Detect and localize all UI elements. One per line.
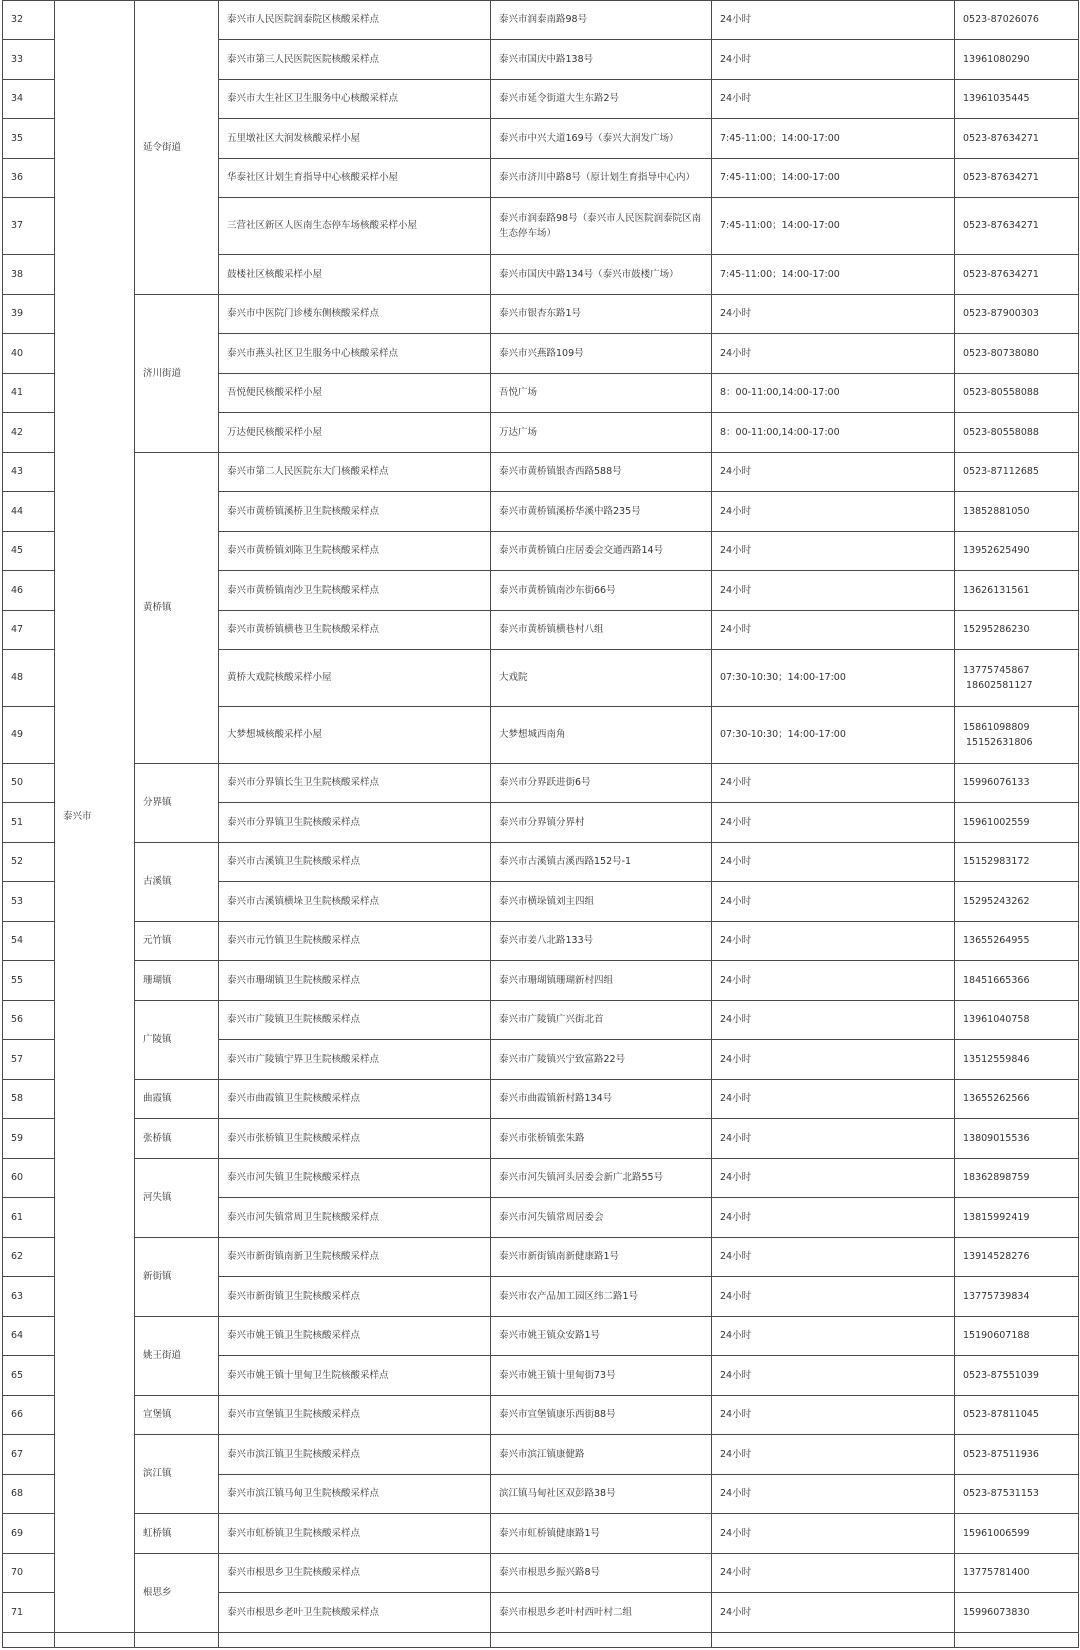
row-number-cell: 41 [3, 374, 55, 413]
hours-cell: 24小时 [712, 843, 955, 882]
address-cell: 泰兴市农产品加工园区纬二路1号 [491, 1277, 712, 1317]
phone-cell [955, 1277, 1079, 1317]
hours-cell: 24小时 [712, 961, 955, 1001]
table-row [3, 1317, 1079, 1356]
table-row-continued-bottom [3, 1633, 1079, 1648]
phone-number: 15996076133 [963, 777, 1030, 789]
row-number-cell: 56 [3, 1001, 55, 1040]
phone-cell [955, 1001, 1079, 1040]
hours-cell: 24小时 [712, 1593, 955, 1633]
phone-cell [955, 843, 1079, 882]
row-number-cell: 69 [3, 1514, 55, 1554]
address-cell: 泰兴市姚王镇十里甸街73号 [491, 1356, 712, 1396]
district-cell: 虹桥镇 [135, 1514, 219, 1554]
phone-number: 0523-87531153 [963, 1488, 1039, 1500]
hours-cell: 24小时 [712, 1435, 955, 1475]
site-name-cell: 泰兴市分界镇长生卫生院核酸采样点 [219, 764, 491, 803]
phone-number: 0523-87511936 [963, 1448, 1039, 1460]
hours-cell: 24小时 [712, 611, 955, 650]
site-name-cell: 泰兴市张桥镇卫生院核酸采样点 [219, 1119, 491, 1159]
hours-cell: 24小时 [712, 922, 955, 961]
hours-cell: 24小时 [712, 882, 955, 922]
address-cell: 泰兴市国庆中路138号 [491, 40, 712, 80]
row-number-cell: 61 [3, 1198, 55, 1238]
phone-cell [955, 922, 1079, 961]
hours-cell: 24小时 [712, 1396, 955, 1435]
phone-number: 18451665366 [963, 974, 1030, 986]
site-name-cell: 泰兴市河失镇卫生院核酸采样点 [219, 1159, 491, 1198]
address-cell: 大梦想城西南角 [491, 707, 712, 764]
district-cell: 根思乡 [135, 1554, 219, 1633]
row-number-cell: 58 [3, 1080, 55, 1119]
address-cell: 泰兴市虹桥镇健康路1号 [491, 1514, 712, 1554]
phone-number: 13914528276 [963, 1251, 1030, 1263]
hours-cell: 8：00-11:00,14:00-17:00 [712, 413, 955, 453]
hours-cell: 7:45-11:00；14:00-17:00 [712, 159, 955, 198]
phone-number: 0523-87900303 [963, 308, 1039, 320]
empty-cell [712, 1633, 955, 1648]
empty-cell [55, 1633, 135, 1648]
site-name-cell: 泰兴市古溪镇横垛卫生院核酸采样点 [219, 882, 491, 922]
hours-cell: 07:30-10:30；14:00-17:00 [712, 650, 955, 707]
phone-number: 13952625490 [963, 545, 1030, 557]
phone-cell [955, 159, 1079, 198]
address-cell: 泰兴市根思乡振兴路8号 [491, 1554, 712, 1593]
address-cell: 泰兴市黄桥镇银杏西路588号 [491, 453, 712, 492]
hours-cell: 24小时 [712, 1001, 955, 1040]
phone-number: 15190607188 [963, 1330, 1030, 1342]
site-name-cell: 泰兴市根思乡老叶卫生院核酸采样点 [219, 1593, 491, 1633]
row-number-cell: 47 [3, 611, 55, 650]
phone-number: 13961040758 [963, 1014, 1030, 1026]
phone-number: 0523-87634271 [963, 172, 1039, 184]
row-number-cell: 40 [3, 334, 55, 374]
row-number-cell: 66 [3, 1396, 55, 1435]
address-cell: 泰兴市张桥镇张朱路 [491, 1119, 712, 1159]
site-name-cell: 吾悦便民核酸采样小屋 [219, 374, 491, 413]
district-cell: 新街镇 [135, 1238, 219, 1317]
table-row [3, 295, 1079, 334]
district-cell: 河失镇 [135, 1159, 219, 1238]
row-number-cell: 42 [3, 413, 55, 453]
site-name-cell: 泰兴市黄桥镇刘陈卫生院核酸采样点 [219, 532, 491, 571]
phone-cell [955, 413, 1079, 453]
phone-cell [955, 532, 1079, 571]
site-name-cell: 万达便民核酸采样小屋 [219, 413, 491, 453]
site-name-cell: 泰兴市人民医院润泰院区核酸采样点 [219, 1, 491, 40]
phone-cell [955, 40, 1079, 80]
site-name-cell: 泰兴市黄桥镇溪桥卫生院核酸采样点 [219, 492, 491, 532]
phone-cell [955, 1356, 1079, 1396]
phone-cell [955, 882, 1079, 922]
site-name-cell: 大梦想城核酸采样小屋 [219, 707, 491, 764]
hours-cell: 24小时 [712, 40, 955, 80]
hours-cell: 24小时 [712, 1554, 955, 1593]
phone-cell [955, 492, 1079, 532]
site-name-cell: 泰兴市曲霞镇卫生院核酸采样点 [219, 1080, 491, 1119]
row-number-cell: 48 [3, 650, 55, 707]
empty-cell [219, 1633, 491, 1648]
phone-cell [955, 80, 1079, 119]
district-cell: 滨江镇 [135, 1435, 219, 1514]
phone-number: 0523-87634271 [963, 132, 1039, 144]
district-cell: 延令街道 [135, 1, 219, 295]
row-number-cell: 59 [3, 1119, 55, 1159]
site-name-cell: 泰兴市广陵镇卫生院核酸采样点 [219, 1001, 491, 1040]
phone-cell [955, 1159, 1079, 1198]
site-name-cell: 泰兴市第二人民医院东大门核酸采样点 [219, 453, 491, 492]
site-name-cell: 泰兴市黄桥镇南沙卫生院核酸采样点 [219, 571, 491, 611]
site-name-cell: 泰兴市分界镇卫生院核酸采样点 [219, 803, 491, 843]
phone-cell [955, 611, 1079, 650]
phone-cell [955, 707, 1079, 764]
address-cell: 泰兴市广陵镇兴宁致富路22号 [491, 1040, 712, 1080]
phone-cell [955, 1435, 1079, 1475]
phone-cell [955, 650, 1079, 707]
address-cell: 泰兴市银杏东路1号 [491, 295, 712, 334]
site-name-cell: 泰兴市姚王镇卫生院核酸采样点 [219, 1317, 491, 1356]
site-name-cell: 泰兴市燕头社区卫生服务中心核酸采样点 [219, 334, 491, 374]
address-cell: 泰兴市横垛镇刘主四组 [491, 882, 712, 922]
phone-cell [955, 295, 1079, 334]
row-number-cell: 70 [3, 1554, 55, 1593]
row-number-cell: 53 [3, 882, 55, 922]
address-cell: 泰兴市润泰南路98号 [491, 1, 712, 40]
site-name-cell: 泰兴市根思乡卫生院核酸采样点 [219, 1554, 491, 1593]
phone-cell [955, 1, 1079, 40]
row-number-cell: 35 [3, 119, 55, 159]
phone-cell [955, 1080, 1079, 1119]
hours-cell: 7:45-11:00；14:00-17:00 [712, 119, 955, 159]
phone-number: 0523-87811045 [963, 1409, 1039, 1421]
hours-cell: 24小时 [712, 1080, 955, 1119]
phone-cell [955, 1593, 1079, 1633]
phone-cell [955, 1475, 1079, 1514]
phone-number: 13626131561 [963, 584, 1030, 596]
address-cell: 泰兴市新街镇南新健康路1号 [491, 1238, 712, 1277]
row-number-cell: 63 [3, 1277, 55, 1317]
district-cell: 元竹镇 [135, 922, 219, 961]
phone-number: 0523-87026076 [963, 14, 1039, 26]
hours-cell: 24小时 [712, 334, 955, 374]
phone-number: 0523-80558088 [963, 426, 1039, 438]
phone-cell [955, 334, 1079, 374]
district-cell: 张桥镇 [135, 1119, 219, 1159]
phone-number: 15295243262 [963, 895, 1030, 907]
address-cell: 泰兴市滨江镇康健路 [491, 1435, 712, 1475]
site-name-cell: 泰兴市滨江镇马甸卫生院核酸采样点 [219, 1475, 491, 1514]
phone-cell [955, 1119, 1079, 1159]
table-row [3, 1435, 1079, 1475]
hours-cell: 7:45-11:00；14:00-17:00 [712, 198, 955, 255]
address-cell: 泰兴市河失镇河头居委会新广北路55号 [491, 1159, 712, 1198]
site-name-cell: 泰兴市新街镇卫生院核酸采样点 [219, 1277, 491, 1317]
hours-cell: 24小时 [712, 1119, 955, 1159]
phone-number: 13961035445 [963, 93, 1030, 105]
address-cell: 泰兴市分界镇分界村 [491, 803, 712, 843]
phone-cell [955, 119, 1079, 159]
hours-cell: 24小时 [712, 571, 955, 611]
table-row [3, 764, 1079, 803]
empty-cell [3, 1633, 55, 1648]
address-cell: 泰兴市润泰路98号（泰兴市人民医院润泰院区南生态停车场） [491, 198, 712, 255]
phone-number: 15961006599 [963, 1527, 1030, 1539]
row-number-cell: 33 [3, 40, 55, 80]
phone-number: 13512559846 [963, 1053, 1030, 1065]
address-cell: 泰兴市黄桥镇白庄居委会交通西路14号 [491, 532, 712, 571]
row-number-cell: 62 [3, 1238, 55, 1277]
address-cell: 泰兴市河失镇常周居委会 [491, 1198, 712, 1238]
address-cell: 泰兴市延令街道大生东路2号 [491, 80, 712, 119]
phone-number: 13775745867 [963, 664, 1030, 676]
phone-cell [955, 1396, 1079, 1435]
hours-cell: 24小时 [712, 80, 955, 119]
row-number-cell: 52 [3, 843, 55, 882]
hours-cell: 24小时 [712, 1475, 955, 1514]
hours-cell: 24小时 [712, 532, 955, 571]
site-name-cell: 泰兴市姚王镇十里甸卫生院核酸采样点 [219, 1356, 491, 1396]
phone-cell [955, 198, 1079, 255]
site-name-cell: 泰兴市珊瑚镇卫生院核酸采样点 [219, 961, 491, 1001]
hours-cell: 7:45-11:00；14:00-17:00 [712, 255, 955, 295]
phone-cell [955, 453, 1079, 492]
phone-cell [955, 764, 1079, 803]
phone-number: 15295286230 [963, 624, 1030, 636]
phone-number: 13815992419 [963, 1211, 1030, 1223]
address-cell: 泰兴市中兴大道169号（泰兴大润发广场） [491, 119, 712, 159]
address-cell: 滨江镇马甸社区双彭路38号 [491, 1475, 712, 1514]
hours-cell: 8：00-11:00,14:00-17:00 [712, 374, 955, 413]
city-cell: 泰兴市 [55, 1, 135, 1633]
row-number-cell: 65 [3, 1356, 55, 1396]
table-row [3, 1238, 1079, 1277]
site-name-cell: 泰兴市第三人民医院医院核酸采样点 [219, 40, 491, 80]
table-row [3, 961, 1079, 1001]
phone-number: 15861098809 [963, 721, 1030, 733]
table-row [3, 1396, 1079, 1435]
row-number-cell: 49 [3, 707, 55, 764]
phone-number: 15152983172 [963, 856, 1030, 868]
empty-cell [491, 1633, 712, 1648]
phone-cell [955, 255, 1079, 295]
hours-cell: 24小时 [712, 1159, 955, 1198]
district-cell: 宣堡镇 [135, 1396, 219, 1435]
empty-cell [135, 1633, 219, 1648]
phone-number: 13852881050 [963, 505, 1030, 517]
address-cell: 泰兴市古溪镇古溪西路152号-1 [491, 843, 712, 882]
table-row [3, 843, 1079, 882]
address-cell: 泰兴市姚王镇众安路1号 [491, 1317, 712, 1356]
row-number-cell: 43 [3, 453, 55, 492]
hours-cell: 24小时 [712, 1277, 955, 1317]
phone-number: 13655264955 [963, 935, 1030, 947]
hours-cell: 24小时 [712, 1356, 955, 1396]
hours-cell: 24小时 [712, 803, 955, 843]
row-number-cell: 54 [3, 922, 55, 961]
phone-number: 13775739834 [963, 1290, 1030, 1302]
row-number-cell: 37 [3, 198, 55, 255]
site-name-cell: 黄桥大戏院核酸采样小屋 [219, 650, 491, 707]
district-cell: 姚王街道 [135, 1317, 219, 1396]
phone-number: 13775781400 [963, 1567, 1030, 1579]
phone-cell [955, 1317, 1079, 1356]
site-name-cell: 泰兴市中医院门诊楼东侧核酸采样点 [219, 295, 491, 334]
address-cell: 泰兴市宣堡镇康乐西街88号 [491, 1396, 712, 1435]
address-cell: 泰兴市根思乡老叶村西叶村二组 [491, 1593, 712, 1633]
district-cell: 黄桥镇 [135, 453, 219, 764]
address-cell: 泰兴市广陵镇广兴街北首 [491, 1001, 712, 1040]
hours-cell: 24小时 [712, 764, 955, 803]
phone-cell [955, 1198, 1079, 1238]
row-number-cell: 46 [3, 571, 55, 611]
phone-number: 13961080290 [963, 53, 1030, 65]
site-name-cell: 泰兴市虹桥镇卫生院核酸采样点 [219, 1514, 491, 1554]
district-cell: 广陵镇 [135, 1001, 219, 1080]
site-name-cell: 五里墩社区大润发核酸采样小屋 [219, 119, 491, 159]
phone-number: 15961002559 [963, 816, 1030, 828]
phone-number: 13655262566 [963, 1093, 1030, 1105]
row-number-cell: 34 [3, 80, 55, 119]
district-cell: 济川街道 [135, 295, 219, 453]
row-number-cell: 68 [3, 1475, 55, 1514]
phone-number-secondary: 18602581127 [966, 680, 1033, 691]
phone-cell [955, 803, 1079, 843]
phone-number: 0523-80738080 [963, 347, 1039, 359]
table-row [3, 1, 1079, 40]
row-number-cell: 38 [3, 255, 55, 295]
address-cell: 泰兴市黄桥镇横巷村八组 [491, 611, 712, 650]
phone-cell [955, 1514, 1079, 1554]
site-name-cell: 鼓楼社区核酸采样小屋 [219, 255, 491, 295]
phone-number: 15996073830 [963, 1606, 1030, 1618]
phone-cell [955, 1238, 1079, 1277]
hours-cell: 24小时 [712, 1198, 955, 1238]
address-cell: 泰兴市曲霞镇新村路134号 [491, 1080, 712, 1119]
hours-cell: 24小时 [712, 1040, 955, 1080]
row-number-cell: 39 [3, 295, 55, 334]
hours-cell: 07:30-10:30；14:00-17:00 [712, 707, 955, 764]
site-name-cell: 泰兴市古溪镇卫生院核酸采样点 [219, 843, 491, 882]
phone-cell [955, 374, 1079, 413]
row-number-cell: 50 [3, 764, 55, 803]
site-name-cell: 泰兴市宣堡镇卫生院核酸采样点 [219, 1396, 491, 1435]
site-name-cell: 泰兴市元竹镇卫生院核酸采样点 [219, 922, 491, 961]
table-row [3, 1080, 1079, 1119]
site-name-cell: 泰兴市大生社区卫生服务中心核酸采样点 [219, 80, 491, 119]
district-cell: 分界镇 [135, 764, 219, 843]
site-name-cell: 三营社区新区人医南生态停车场核酸采样小屋 [219, 198, 491, 255]
empty-cell [955, 1633, 1079, 1648]
hours-cell: 24小时 [712, 1, 955, 40]
table-row [3, 1514, 1079, 1554]
district-cell: 曲霞镇 [135, 1080, 219, 1119]
phone-cell [955, 571, 1079, 611]
phone-cell [955, 1554, 1079, 1593]
hours-cell: 24小时 [712, 492, 955, 532]
phone-number: 0523-87112685 [963, 466, 1039, 478]
hours-cell: 24小时 [712, 1317, 955, 1356]
site-name-cell: 泰兴市新街镇南新卫生院核酸采样点 [219, 1238, 491, 1277]
address-cell: 泰兴市济川中路8号（原计划生育指导中心内） [491, 159, 712, 198]
phone-number-secondary: 15152631806 [966, 737, 1033, 748]
row-number-cell: 60 [3, 1159, 55, 1198]
row-number-cell: 64 [3, 1317, 55, 1356]
sampling-sites-table [2, 0, 1079, 1648]
row-number-cell: 51 [3, 803, 55, 843]
address-cell: 泰兴市姜八北路133号 [491, 922, 712, 961]
row-number-cell: 71 [3, 1593, 55, 1633]
site-name-cell: 泰兴市黄桥镇横巷卫生院核酸采样点 [219, 611, 491, 650]
address-cell: 泰兴市国庆中路134号（泰兴市鼓楼广场） [491, 255, 712, 295]
address-cell: 泰兴市黄桥镇溪桥华溪中路235号 [491, 492, 712, 532]
phone-number: 0523-87551039 [963, 1369, 1039, 1381]
row-number-cell: 44 [3, 492, 55, 532]
site-name-cell: 泰兴市广陵镇宁界卫生院核酸采样点 [219, 1040, 491, 1080]
address-cell: 大戏院 [491, 650, 712, 707]
phone-cell [955, 961, 1079, 1001]
address-cell: 泰兴市黄桥镇南沙东街66号 [491, 571, 712, 611]
row-number-cell: 67 [3, 1435, 55, 1475]
table-row [3, 922, 1079, 961]
phone-cell [955, 1040, 1079, 1080]
hours-cell: 24小时 [712, 295, 955, 334]
hours-cell: 24小时 [712, 453, 955, 492]
site-name-cell: 华泰社区计划生育指导中心核酸采样小屋 [219, 159, 491, 198]
phone-number: 13809015536 [963, 1132, 1030, 1144]
address-cell: 泰兴市兴燕路109号 [491, 334, 712, 374]
site-name-cell: 泰兴市河失镇常周卫生院核酸采样点 [219, 1198, 491, 1238]
hours-cell: 24小时 [712, 1514, 955, 1554]
table-row [3, 1159, 1079, 1198]
row-number-cell: 57 [3, 1040, 55, 1080]
address-cell: 万达广场 [491, 413, 712, 453]
table-row [3, 1001, 1079, 1040]
phone-number: 0523-87634271 [963, 220, 1039, 232]
table-row [3, 1119, 1079, 1159]
hours-cell: 24小时 [712, 1238, 955, 1277]
table-row [3, 453, 1079, 492]
row-number-cell: 45 [3, 532, 55, 571]
phone-number: 0523-87634271 [963, 268, 1039, 280]
phone-number: 18362898759 [963, 1172, 1030, 1184]
row-number-cell: 55 [3, 961, 55, 1001]
row-number-cell: 36 [3, 159, 55, 198]
district-cell: 古溪镇 [135, 843, 219, 922]
address-cell: 吾悦广场 [491, 374, 712, 413]
row-number-cell: 32 [3, 1, 55, 40]
table-row [3, 1554, 1079, 1593]
address-cell: 泰兴市分界跃进街6号 [491, 764, 712, 803]
district-cell: 珊瑚镇 [135, 961, 219, 1001]
site-name-cell: 泰兴市滨江镇卫生院核酸采样点 [219, 1435, 491, 1475]
phone-number: 0523-80558088 [963, 387, 1039, 399]
address-cell: 泰兴市珊瑚镇珊瑚新村四组 [491, 961, 712, 1001]
